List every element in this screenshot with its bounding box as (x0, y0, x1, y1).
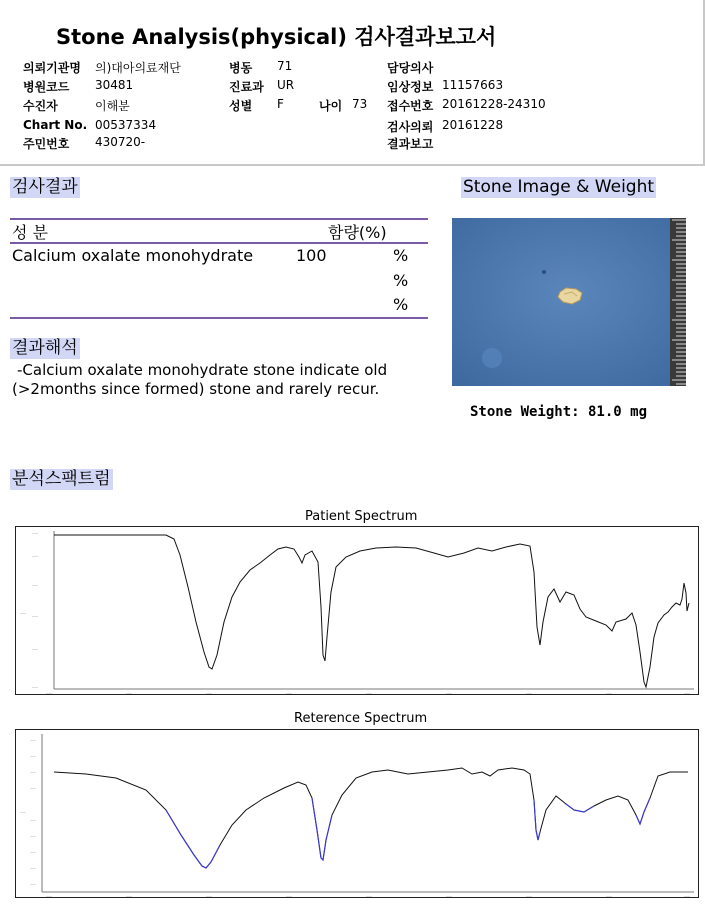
svg-text:___: ___ (446, 892, 452, 897)
hospital-code-label: 병원코드 (23, 80, 70, 94)
age-label: 나이 (319, 99, 343, 113)
institution-value: 의)대아의료재단 (95, 61, 181, 75)
hospital-code-value: 30481 (95, 78, 134, 92)
department-label: 진료과 (229, 80, 264, 94)
ruler (670, 218, 686, 386)
svg-text:___: ___ (46, 892, 52, 897)
svg-text:___: ___ (286, 892, 292, 897)
receipt-no-value: 20161228-24310 (442, 97, 546, 111)
svg-text:___: ___ (32, 645, 38, 650)
svg-text:___: ___ (30, 832, 36, 837)
svg-text:___: ___ (446, 689, 452, 694)
interpretation-section-title: 결과해석 (12, 338, 78, 358)
svg-text:___: ___ (206, 892, 212, 897)
ward-label: 병동 (229, 61, 253, 75)
sex-value: F (277, 97, 284, 111)
svg-text:___: ___ (366, 892, 372, 897)
results-bottom-rule (10, 317, 428, 319)
svg-text:___: ___ (32, 552, 38, 557)
doctor-label: 담당의사 (387, 61, 434, 75)
patient-name-label: 수진자 (23, 99, 58, 113)
patient-spectrum-chart (15, 526, 699, 695)
svg-text:___: ___ (30, 768, 36, 773)
svg-text:___: ___ (126, 689, 132, 694)
svg-text:___: ___ (526, 689, 532, 694)
ward-value: 71 (277, 59, 293, 73)
svg-text:___: ___ (606, 892, 612, 897)
resident-no-value: 430720- (95, 135, 146, 149)
svg-text:___: ___ (30, 880, 36, 885)
report-title: Stone Analysis(physical) 검사결과보고서 (56, 25, 497, 49)
patient-name-value: 이해분 (95, 99, 130, 113)
svg-text:___: ___ (526, 892, 532, 897)
result-component: Calcium oxalate monohydrate (12, 246, 254, 265)
clinical-info-value: 11157663 (442, 78, 504, 92)
reference-spectrum-highlight (166, 798, 650, 868)
svg-text:___: ___ (30, 816, 36, 821)
clinical-info-label: 임상정보 (387, 80, 434, 94)
svg-text:___: ___ (32, 529, 38, 534)
result-unit: % (393, 271, 409, 290)
svg-text:___: ___ (32, 612, 38, 617)
svg-text:___: ___ (30, 864, 36, 869)
department-value: UR (277, 78, 295, 92)
svg-text:___: ___ (30, 784, 36, 789)
stone-weight: Stone Weight: 81.0 mg (470, 404, 648, 420)
chart-no-value: 00537334 (95, 118, 157, 132)
result-unit: % (393, 295, 409, 314)
svg-text:___: ___ (366, 689, 372, 694)
resident-no-label: 주민번호 (23, 137, 70, 151)
result-report-label: 결과보고 (387, 137, 434, 151)
reference-spectrum-title: Reterence Spectrum (294, 711, 428, 726)
test-request-label: 검사의뢰 (387, 120, 434, 134)
reference-spectrum-chart (15, 729, 699, 898)
results-header-rule (10, 242, 428, 244)
institution-label: 의뢰기관명 (23, 61, 81, 75)
chart-no-label: Chart No. (23, 118, 88, 132)
interpretation-line: (>2months since formed) stone and rarely recur. (12, 380, 380, 398)
result-value: 100 (296, 246, 327, 265)
test-request-value: 20161228 (442, 118, 504, 132)
svg-text:___: ___ (20, 609, 26, 614)
svg-text:___: ___ (32, 683, 38, 688)
component-header: 성 분 (12, 223, 48, 242)
spectrum-section-title: 분석스팩트럼 (12, 469, 111, 489)
reference-spectrum-line (54, 768, 688, 868)
age-value: 73 (352, 97, 368, 111)
patient-spectrum-line (54, 535, 689, 687)
receipt-no-label: 접수번호 (387, 99, 434, 113)
svg-text:___: ___ (30, 848, 36, 853)
svg-text:___: ___ (684, 689, 690, 694)
svg-text:___: ___ (286, 689, 292, 694)
results-section-title: 검사결과 (12, 177, 78, 197)
stone-photo (452, 218, 686, 386)
result-unit: % (393, 246, 409, 265)
svg-text:___: ___ (20, 808, 26, 813)
sex-label: 성별 (229, 99, 253, 113)
svg-text:___: ___ (32, 581, 38, 586)
patient-spectrum-title: Patient Spectrum (305, 509, 418, 524)
interpretation-line: -Calcium oxalate monohydrate stone indicate old (17, 361, 388, 379)
svg-text:___: ___ (30, 752, 36, 757)
interpretation-text (12, 361, 412, 399)
svg-text:___: ___ (46, 689, 52, 694)
svg-text:___: ___ (684, 892, 690, 897)
stone-section-title: Stone Image & Weight (463, 177, 655, 197)
content-header: 함량(%) (328, 223, 387, 242)
svg-text:___: ___ (30, 736, 36, 741)
svg-text:___: ___ (126, 892, 132, 897)
svg-text:___: ___ (206, 689, 212, 694)
svg-text:___: ___ (606, 689, 612, 694)
